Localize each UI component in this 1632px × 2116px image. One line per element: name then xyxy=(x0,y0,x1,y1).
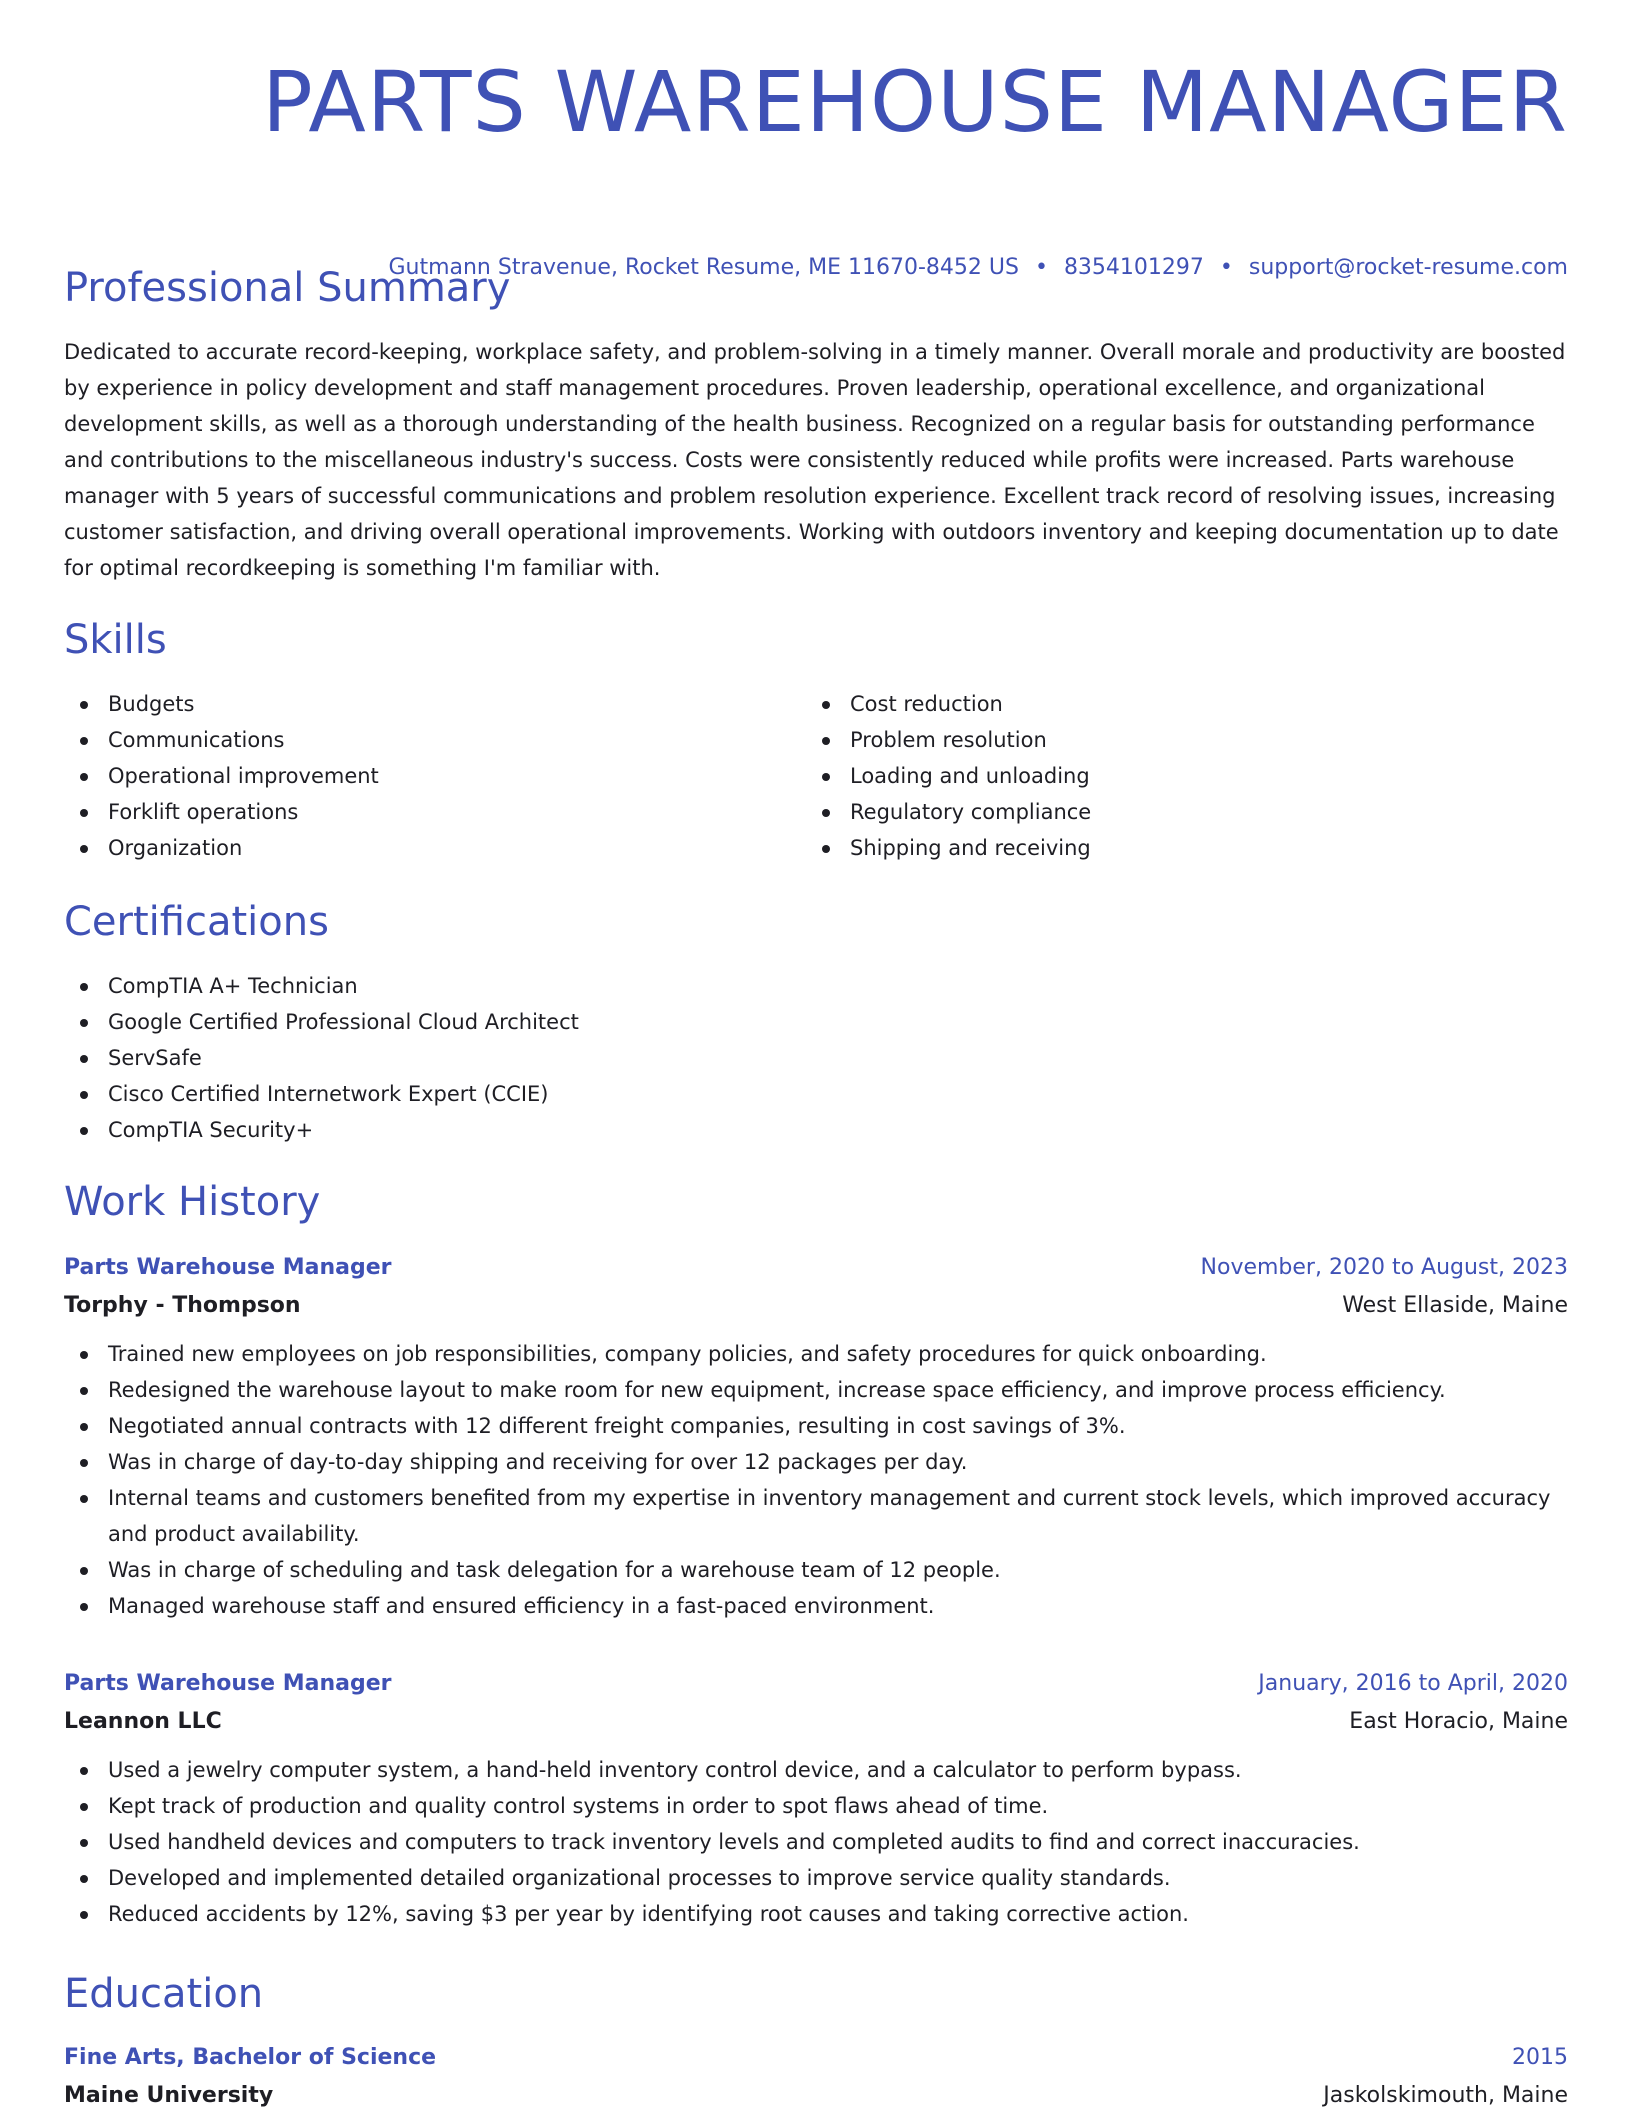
job-title: Parts Warehouse Manager xyxy=(64,1255,392,1280)
job-bullet: Was in charge of scheduling and task delegation for a warehouse team of 12 people. xyxy=(64,1552,1568,1588)
section-title-certifications: Certifications xyxy=(64,899,329,945)
job-bullet: Internal teams and customers benefited from my expertise in inventory management and current stock levels, which improved accuracy and product availability. xyxy=(64,1480,1568,1552)
job-entry xyxy=(64,1666,1568,1932)
job-dates: January, 2016 to April, 2020 xyxy=(1258,1671,1568,1696)
skill-item: Operational improvement xyxy=(64,758,764,794)
education-degree: Fine Arts, Bachelor of Science xyxy=(64,2045,437,2070)
contact-phone: 8354101297 xyxy=(1063,255,1204,280)
section-title-summary: Professional Summary xyxy=(64,265,511,311)
job-bullet: Managed warehouse staff and ensured efficiency in a fast-paced environment. xyxy=(64,1588,1568,1624)
skills-column-right xyxy=(806,686,1506,866)
section-title-work-history: Work History xyxy=(64,1179,321,1225)
job-bullet: Reduced accidents by 12%, saving $3 per year by identifying root causes and taking corrective action. xyxy=(64,1896,1568,1932)
skill-item: Forklift operations xyxy=(64,794,764,830)
contact-email: support@rocket-resume.com xyxy=(1248,255,1568,280)
job-dates: November, 2020 to August, 2023 xyxy=(1200,1255,1568,1280)
summary-text: Dedicated to accurate record-keeping, workplace safety, and problem-solving in a timely manner. Overall morale and productivity are boosted by experience in policy development and staff management procedures. Proven leadership, operational excellence, and organizational development skills, as well as a thorough understanding of the health business. Recognized on a regular basis for outstanding performance and contributions to the miscellaneous industry's success. Costs were consistently reduced while profits were increased. Parts warehouse manager with 5 years of successful communications and problem resolution experience. Excellent track record of resolving issues, increasing customer satisfaction, and driving overall operational improvements. Working with outdoors inventory and keeping documentation up to date for optimal recordkeeping is something I'm familiar with. xyxy=(64,340,1566,580)
skill-item: Loading and unloading xyxy=(806,758,1506,794)
section-title-education: Education xyxy=(64,1971,264,2017)
job-location: East Horacio, Maine xyxy=(1349,1709,1568,1734)
skill-item: Budgets xyxy=(64,686,764,722)
job-company: Torphy - Thompson xyxy=(64,1293,301,1318)
education-entry xyxy=(64,2040,1568,2116)
skill-item: Shipping and receiving xyxy=(806,830,1506,866)
education-location: Jaskolskimouth, Maine xyxy=(1323,2083,1568,2108)
job-bullet: Kept track of production and quality control systems in order to spot flaws ahead of time. xyxy=(64,1788,1568,1824)
contact-separator: • xyxy=(1034,255,1048,280)
certification-item: Google Certified Professional Cloud Architect xyxy=(64,1004,1568,1040)
skill-item: Regulatory compliance xyxy=(806,794,1506,830)
contact-line xyxy=(388,254,1568,282)
job-bullet: Used a jewelry computer system, a hand-held inventory control device, and a calculator to perform bypass. xyxy=(64,1752,1568,1788)
skill-item: Communications xyxy=(64,722,764,758)
skill-item: Organization xyxy=(64,830,764,866)
job-title: Parts Warehouse Manager xyxy=(64,1671,392,1696)
education-year: 2015 xyxy=(1512,2045,1568,2070)
certification-item: CompTIA A+ Technician xyxy=(64,968,1568,1004)
resume-name: PARTS WAREHOUSE MANAGER xyxy=(262,53,1568,151)
contact-separator: • xyxy=(1219,255,1233,280)
certification-item: ServSafe xyxy=(64,1040,1568,1076)
job-entry xyxy=(64,1250,1568,1624)
skill-item: Cost reduction xyxy=(806,686,1506,722)
contact-address: Gutmann Stravenue, Rocket Resume, ME 11670-8452 US xyxy=(388,255,1019,280)
certifications-list xyxy=(64,968,1568,1148)
skills-column-left xyxy=(64,686,764,866)
education-school: Maine University xyxy=(64,2083,274,2108)
job-bullet: Trained new employees on job responsibilities, company policies, and safety procedures for quick onboarding. xyxy=(64,1336,1568,1372)
job-bullet: Negotiated annual contracts with 12 different freight companies, resulting in cost savings of 3%. xyxy=(64,1408,1568,1444)
section-title-skills: Skills xyxy=(64,617,167,663)
job-bullet: Redesigned the warehouse layout to make room for new equipment, increase space efficiency, and improve process efficiency. xyxy=(64,1372,1568,1408)
certification-item: CompTIA Security+ xyxy=(64,1112,1568,1148)
job-bullet: Was in charge of day-to-day shipping and receiving for over 12 packages per day. xyxy=(64,1444,1568,1480)
job-bullet: Developed and implemented detailed organizational processes to improve service quality standards. xyxy=(64,1860,1568,1896)
skill-item: Problem resolution xyxy=(806,722,1506,758)
certification-item: Cisco Certified Internetwork Expert (CCIE) xyxy=(64,1076,1568,1112)
job-company: Leannon LLC xyxy=(64,1709,222,1734)
job-location: West Ellaside, Maine xyxy=(1342,1293,1568,1318)
job-bullet: Used handheld devices and computers to track inventory levels and completed audits to find and correct inaccuracies. xyxy=(64,1824,1568,1860)
